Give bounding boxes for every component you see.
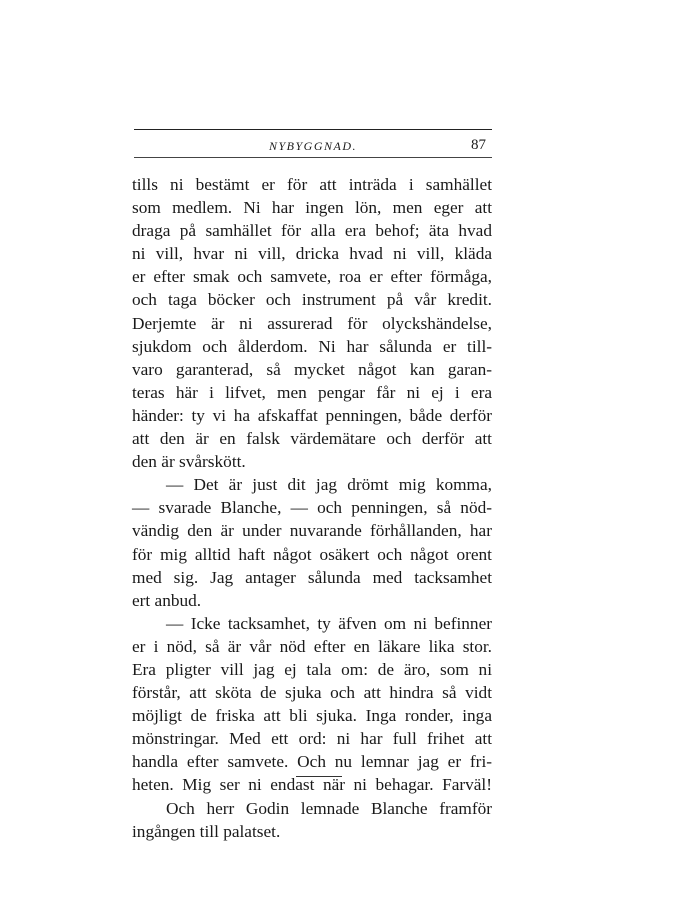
text-line: — Det är just dit jag drömt mig komma, — [166, 475, 492, 495]
text-line: vändig den är under nuvarande förhållanden, har — [132, 521, 492, 541]
text-line: teras här i lifvet, men pengar får ni ej i era — [132, 382, 492, 402]
text-line: ni vill, hvar ni vill, dricka hvad ni vill, kläda — [132, 244, 492, 264]
text-line: draga på samhället för alla era behof; äta hvad — [132, 221, 492, 241]
text-line: förstår, att sköta de sjuka och att hindra så vidt — [132, 683, 492, 703]
header-rule — [134, 157, 492, 158]
text-line: och taga böcker och instrument på vår kredit. — [132, 290, 492, 310]
text-line: er efter smak och samvete, roa er efter förmåga, — [132, 267, 492, 287]
text-line: mönstringar. Med ett ord: ni har full frihet att — [132, 729, 492, 749]
text-line: händer: ty vi ha afskaffat penningen, både derför — [132, 405, 492, 425]
text-line: — svarade Blanche, — och penningen, så nöd- — [132, 498, 492, 518]
text-line: varo garanterad, så mycket något kan garan- — [132, 359, 492, 379]
end-rule — [296, 776, 342, 777]
text-line: — Icke tacksamhet, ty äfven om ni befinner — [166, 613, 492, 633]
text-line: Och herr Godin lemnade Blanche framför — [166, 798, 492, 818]
text-line: för mig alltid haft något osäkert och något orent — [132, 544, 492, 564]
text-line: handla efter samvete. Och nu lemnar jag er fri- — [132, 752, 492, 772]
running-head — [134, 135, 492, 157]
text-line: tills ni bestämt er för att inträda i samhället — [132, 175, 492, 194]
text-line: möjligt de friska att bli sjuka. Inga ronder, inga — [132, 706, 492, 726]
top-rule — [134, 129, 492, 130]
page-number: 87 — [471, 137, 486, 153]
body-text — [132, 173, 492, 843]
text-line: er i nöd, så är vår nöd efter en läkare lika stor. — [132, 636, 492, 656]
running-head-title: NYBYGGNAD. — [268, 139, 357, 153]
text-line: ert anbud. — [132, 590, 202, 610]
text-line: den är svårskött. — [132, 452, 246, 472]
text-line: Era pligter vill jag ej tala om: de äro, som ni — [132, 659, 492, 679]
text-line: Derjemte är ni assurerad för olyckshändelse, — [132, 313, 492, 333]
text-line: ingången till palatset. — [132, 821, 281, 841]
text-line: som medlem. Ni har ingen lön, men eger att — [132, 198, 492, 218]
text-line: att den är en falsk värdemätare och derför att — [132, 429, 492, 449]
text-line: heten. Mig ser ni endast när ni behagar. Farväl! — [132, 775, 492, 795]
text-line: sjukdom och ålderdom. Ni har sålunda er till- — [132, 336, 492, 356]
text-line: med sig. Jag antager sålunda med tacksamhet — [132, 567, 492, 587]
